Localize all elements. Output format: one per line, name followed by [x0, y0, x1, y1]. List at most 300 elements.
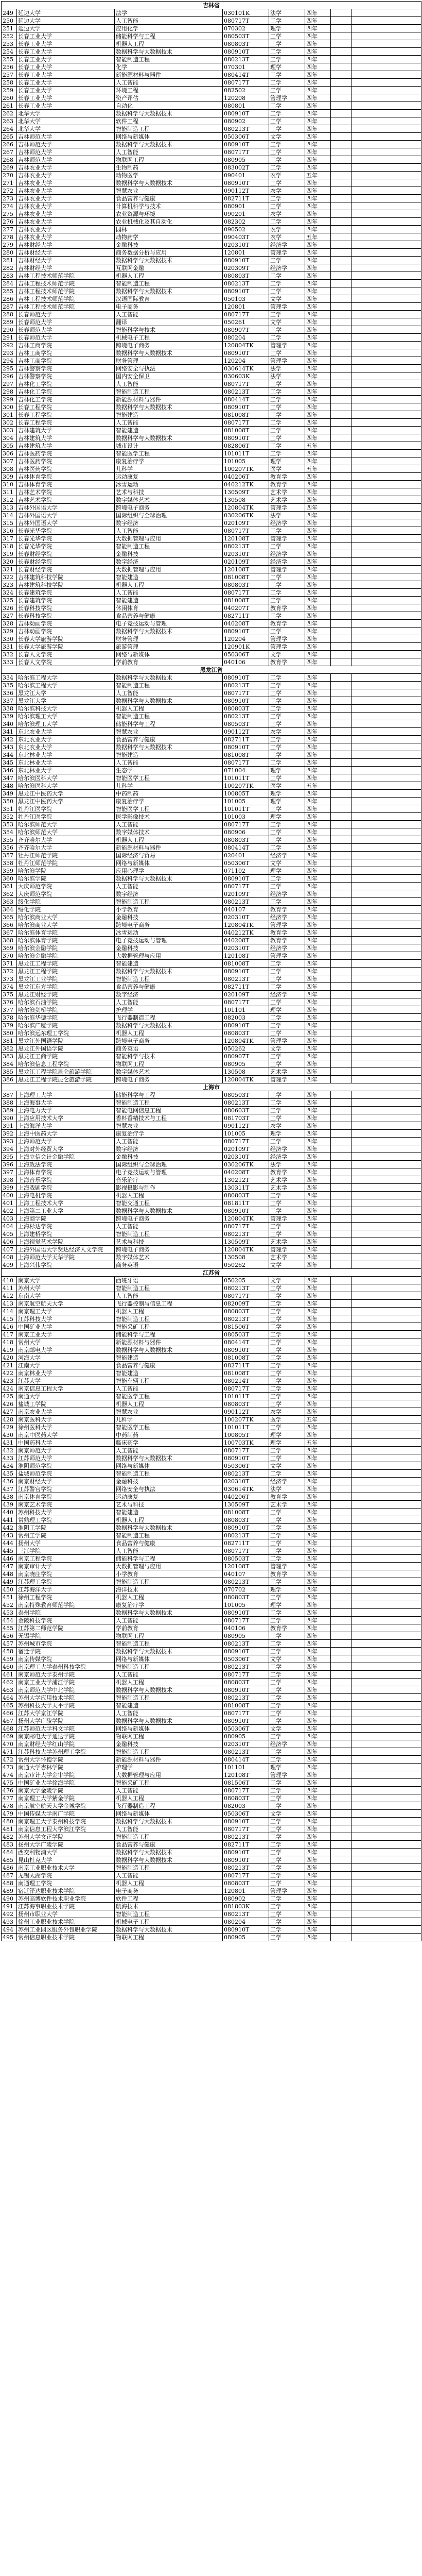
degree-cell	[331, 1825, 351, 1833]
remark-cell	[351, 156, 421, 164]
discipline-cell: 管理学	[269, 921, 305, 929]
school-name-cell: 黑龙江工程学院昆仑旅游学院	[17, 1068, 115, 1076]
row-number-cell: 386	[2, 1076, 17, 1083]
duration-cell: 五年	[305, 172, 331, 179]
remark-cell	[351, 48, 421, 56]
row-number-cell: 294	[2, 357, 17, 365]
row-number-cell: 362	[2, 890, 17, 898]
school-name-cell: 哈尔滨学院	[17, 867, 115, 875]
table-row	[2, 1292, 421, 1300]
major-code-cell: 120108T	[223, 1563, 269, 1570]
major-code-cell: 080910T	[223, 349, 269, 357]
duration-cell: 四年	[305, 774, 331, 782]
row-number-cell: 468	[2, 1725, 17, 1733]
degree-cell	[331, 1570, 351, 1578]
major-code-cell: 020109T	[223, 519, 269, 527]
major-code-cell: 080503T	[223, 32, 269, 40]
degree-cell	[331, 1709, 351, 1717]
major-code-cell: 050103	[223, 295, 269, 303]
duration-cell: 四年	[305, 697, 331, 705]
remark-cell	[351, 1934, 421, 1941]
school-name-cell: 江苏科技大学	[17, 1315, 115, 1323]
major-code-cell: 080204	[223, 334, 269, 342]
remark-cell	[351, 550, 421, 558]
degree-cell	[331, 295, 351, 303]
discipline-cell: 工学	[269, 148, 305, 156]
table-row	[2, 1176, 421, 1184]
degree-cell	[331, 1400, 351, 1408]
table-row	[2, 457, 421, 465]
discipline-cell: 工学	[269, 1338, 305, 1346]
discipline-cell: 工学	[269, 280, 305, 287]
major-code-cell: 120208	[223, 94, 269, 102]
discipline-cell: 工学	[269, 1284, 305, 1292]
major-name-cell: 大数据管理与应用	[115, 535, 223, 543]
major-name-cell: 数字经济	[115, 991, 223, 998]
remark-cell	[351, 488, 421, 496]
table-row	[2, 782, 421, 790]
major-name-cell: 飞行器制造工程	[115, 1014, 223, 1022]
major-name-cell: 网络与新媒体	[115, 1655, 223, 1663]
degree-cell	[331, 318, 351, 326]
row-number-cell: 274	[2, 202, 17, 210]
table-row	[2, 1006, 421, 1014]
duration-cell: 四年	[305, 25, 331, 32]
duration-cell: 四年	[305, 56, 331, 63]
duration-cell: 四年	[305, 218, 331, 226]
table-row	[2, 751, 421, 759]
table-row	[2, 720, 421, 728]
remark-cell	[351, 1879, 421, 1887]
duration-cell: 四年	[305, 334, 331, 342]
duration-cell: 四年	[305, 342, 331, 349]
table-row	[2, 1709, 421, 1717]
duration-cell: 四年	[305, 991, 331, 998]
discipline-cell: 工学	[269, 1029, 305, 1037]
degree-cell	[331, 597, 351, 604]
duration-cell: 四年	[305, 1053, 331, 1060]
major-name-cell: 数据科学与大数据技术	[115, 141, 223, 148]
table-row	[2, 1903, 421, 1910]
row-number-cell: 255	[2, 56, 17, 63]
duration-cell: 四年	[305, 1292, 331, 1300]
major-code-cell: 030206TK	[223, 512, 269, 519]
row-number-cell: 446	[2, 1555, 17, 1563]
duration-cell: 四年	[305, 589, 331, 597]
degree-cell	[331, 720, 351, 728]
table-row	[2, 1887, 421, 1895]
discipline-cell: 工学	[269, 56, 305, 63]
school-name-cell: 南京理工大学泰州科技学院	[17, 1663, 115, 1671]
school-name-cell: 吉林农业大学	[17, 164, 115, 172]
row-number-cell: 458	[2, 1648, 17, 1655]
degree-cell	[331, 141, 351, 148]
discipline-cell: 文学	[269, 859, 305, 867]
row-number-cell: 447	[2, 1563, 17, 1570]
major-name-cell: 储能科学与工程	[115, 720, 223, 728]
school-name-cell: 吉林师范大学	[17, 141, 115, 148]
duration-cell: 四年	[305, 311, 331, 318]
table-row	[2, 280, 421, 287]
major-code-cell: 120204	[223, 635, 269, 643]
degree-cell	[331, 736, 351, 743]
major-code-cell: 080213T	[223, 1663, 269, 1671]
row-number-cell: 448	[2, 1570, 17, 1578]
table-row	[2, 581, 421, 589]
degree-cell	[331, 1099, 351, 1107]
table-row	[2, 1655, 421, 1663]
major-code-cell: 080803T	[223, 836, 269, 844]
discipline-cell: 工学	[269, 1516, 305, 1524]
row-number-cell: 320	[2, 558, 17, 566]
major-name-cell: 数字媒体艺术	[115, 496, 223, 504]
school-name-cell: 江苏师范大学	[17, 1454, 115, 1462]
duration-cell: 四年	[305, 720, 331, 728]
duration-cell: 四年	[305, 1045, 331, 1053]
duration-cell: 四年	[305, 1362, 331, 1369]
row-number-cell: 461	[2, 1671, 17, 1679]
duration-cell: 四年	[305, 411, 331, 419]
degree-cell	[331, 1014, 351, 1022]
table-row	[2, 1771, 421, 1779]
major-code-cell: 080907T	[223, 1053, 269, 1060]
major-code-cell: 080803T	[223, 1516, 269, 1524]
duration-cell: 四年	[305, 303, 331, 311]
duration-cell: 四年	[305, 1168, 331, 1176]
school-name-cell: 黑龙江工商学院	[17, 1053, 115, 1060]
discipline-cell: 工学	[269, 1470, 305, 1478]
remark-cell	[351, 396, 421, 403]
table-row	[2, 767, 421, 774]
major-name-cell: 学前教育	[115, 1624, 223, 1632]
major-name-cell: 智能制造工程	[115, 898, 223, 906]
table-row	[2, 1910, 421, 1918]
row-number-cell: 406	[2, 1238, 17, 1246]
school-name-cell: 长春大学旅游学院	[17, 635, 115, 643]
major-name-cell: 财务管理	[115, 357, 223, 365]
major-code-cell: 120804TK	[223, 921, 269, 929]
duration-cell: 四年	[305, 1926, 331, 1934]
duration-cell: 四年	[305, 790, 331, 798]
major-name-cell: 法学	[115, 9, 223, 17]
discipline-cell: 工学	[269, 573, 305, 581]
degree-cell	[331, 257, 351, 264]
duration-cell: 四年	[305, 527, 331, 535]
remark-cell	[351, 1130, 421, 1138]
duration-cell: 四年	[305, 272, 331, 280]
major-code-cell: 101005	[223, 1601, 269, 1609]
remark-cell	[351, 380, 421, 388]
row-number-cell: 454	[2, 1617, 17, 1624]
school-name-cell: 吉林动画学院	[17, 620, 115, 628]
major-code-cell: 081008T	[223, 960, 269, 968]
school-name-cell: 延边大学	[17, 9, 115, 17]
school-name-cell: 长春工业大学	[17, 32, 115, 40]
duration-cell: 四年	[305, 1215, 331, 1223]
row-number-cell: 257	[2, 71, 17, 79]
row-number-cell: 422	[2, 1369, 17, 1377]
table-row	[2, 875, 421, 883]
school-name-cell: 黑龙江财经学院	[17, 991, 115, 998]
table-row	[2, 17, 421, 25]
degree-cell	[331, 1478, 351, 1485]
discipline-cell: 工学	[269, 1872, 305, 1879]
degree-cell	[331, 1053, 351, 1060]
major-code-cell: 080717T	[223, 79, 269, 87]
major-code-cell: 081008T	[223, 1509, 269, 1516]
row-number-cell: 469	[2, 1733, 17, 1740]
discipline-cell: 工学	[269, 1099, 305, 1107]
degree-cell	[331, 17, 351, 25]
degree-cell	[331, 1130, 351, 1138]
duration-cell: 四年	[305, 9, 331, 17]
duration-cell: 四年	[305, 427, 331, 434]
table-row	[2, 1454, 421, 1462]
major-code-cell: 130508	[223, 496, 269, 504]
discipline-cell: 管理学	[269, 635, 305, 643]
remark-cell	[351, 1199, 421, 1207]
row-number-cell: 374	[2, 983, 17, 991]
degree-cell	[331, 457, 351, 465]
degree-cell	[331, 411, 351, 419]
school-name-cell: 常州信息职业技术学院	[17, 1934, 115, 1941]
table-row	[2, 1609, 421, 1617]
table-row	[2, 975, 421, 983]
discipline-cell: 理学	[269, 1006, 305, 1014]
school-name-cell: 苏州高博软件技术职业学院	[17, 1895, 115, 1903]
major-name-cell: 跨境电子商务	[115, 1076, 223, 1083]
school-name-cell: 中国矿业大学徐海学院	[17, 1779, 115, 1787]
row-number-cell: 391	[2, 1122, 17, 1130]
discipline-cell: 管理学	[269, 504, 305, 512]
major-code-cell: 080910T	[223, 257, 269, 264]
table-row	[2, 1856, 421, 1864]
school-name-cell: 哈尔滨信息工程学院	[17, 1060, 115, 1068]
school-name-cell: 常熟理工学院	[17, 1516, 115, 1524]
remark-cell	[351, 187, 421, 195]
duration-cell: 四年	[305, 249, 331, 257]
school-name-cell: 中国矿业大学	[17, 1323, 115, 1331]
duration-cell: 四年	[305, 79, 331, 87]
row-number-cell: 420	[2, 1354, 17, 1362]
remark-cell	[351, 689, 421, 697]
table-row	[2, 1617, 421, 1624]
remark-cell	[351, 365, 421, 372]
major-code-cell: 080717T	[223, 1547, 269, 1555]
table-row	[2, 1161, 421, 1168]
school-name-cell: 淮阴工学院	[17, 1524, 115, 1532]
row-number-cell: 443	[2, 1532, 17, 1539]
degree-cell	[331, 63, 351, 71]
table-row	[2, 272, 421, 280]
school-name-cell: 东北农业大学	[17, 743, 115, 751]
remark-cell	[351, 1918, 421, 1926]
degree-cell	[331, 133, 351, 141]
duration-cell: 四年	[305, 798, 331, 805]
row-number-cell: 270	[2, 172, 17, 179]
school-name-cell: 南京理工大学	[17, 1308, 115, 1315]
major-code-cell: 080910T	[223, 141, 269, 148]
table-row	[2, 287, 421, 295]
table-row	[2, 1586, 421, 1594]
duration-cell: 四年	[305, 257, 331, 264]
major-name-cell: 商务英语	[115, 1045, 223, 1053]
remark-cell	[351, 883, 421, 890]
remark-cell	[351, 1825, 421, 1833]
degree-cell	[331, 1679, 351, 1686]
table-row	[2, 1563, 421, 1570]
remark-cell	[351, 1315, 421, 1323]
discipline-cell: 工学	[269, 1362, 305, 1369]
degree-cell	[331, 419, 351, 427]
row-number-cell: 370	[2, 952, 17, 960]
table-row	[2, 25, 421, 32]
row-number-cell: 451	[2, 1594, 17, 1601]
row-number-cell: 488	[2, 1879, 17, 1887]
duration-cell: 五年	[305, 442, 331, 450]
duration-cell: 四年	[305, 1246, 331, 1253]
duration-cell: 四年	[305, 875, 331, 883]
school-name-cell: 上海视觉艺术学院	[17, 1238, 115, 1246]
degree-cell	[331, 1447, 351, 1454]
school-name-cell: 吉林外国语大学	[17, 512, 115, 519]
remark-cell	[351, 1733, 421, 1740]
degree-cell	[331, 1493, 351, 1501]
table-row	[2, 465, 421, 473]
row-number-cell: 403	[2, 1215, 17, 1223]
degree-cell	[331, 713, 351, 720]
degree-cell	[331, 1369, 351, 1377]
row-number-cell: 390	[2, 1114, 17, 1122]
row-number-cell: 377	[2, 1006, 17, 1014]
table-row	[2, 326, 421, 334]
duration-cell: 四年	[305, 512, 331, 519]
discipline-cell: 工学	[269, 1617, 305, 1624]
table-row	[2, 573, 421, 581]
major-name-cell: 智能制造工程	[115, 1748, 223, 1756]
table-row	[2, 658, 421, 666]
major-name-cell: 数字经济	[115, 1145, 223, 1153]
major-name-cell: 人工智能	[115, 589, 223, 597]
major-name-cell: 人工智能	[115, 1709, 223, 1717]
row-number-cell: 367	[2, 929, 17, 937]
row-number-cell: 277	[2, 226, 17, 233]
remark-cell	[351, 1624, 421, 1632]
remark-cell	[351, 1756, 421, 1764]
major-name-cell: 跨境电子商务	[115, 921, 223, 929]
table-row	[2, 1802, 421, 1810]
duration-cell: 四年	[305, 535, 331, 543]
discipline-cell: 文学	[269, 1261, 305, 1269]
remark-cell	[351, 403, 421, 411]
school-name-cell: 常州大学	[17, 1338, 115, 1346]
degree-cell	[331, 628, 351, 635]
row-number-cell: 347	[2, 774, 17, 782]
major-code-cell: 080717T	[223, 883, 269, 890]
degree-cell	[331, 581, 351, 589]
duration-cell: 四年	[305, 859, 331, 867]
remark-cell	[351, 1485, 421, 1493]
major-code-cell: 101005	[223, 1130, 269, 1138]
major-code-cell: 090403T	[223, 233, 269, 241]
row-number-cell: 268	[2, 156, 17, 164]
row-number-cell: 329	[2, 628, 17, 635]
remark-cell	[351, 241, 421, 249]
table-row	[2, 682, 421, 689]
remark-cell	[351, 1555, 421, 1563]
table-row	[2, 148, 421, 156]
remark-cell	[351, 457, 421, 465]
row-number-cell: 261	[2, 102, 17, 110]
table-row	[2, 689, 421, 697]
remark-cell	[351, 844, 421, 852]
major-name-cell: 智能制造工程	[115, 56, 223, 63]
table-row	[2, 1841, 421, 1849]
duration-cell: 四年	[305, 1385, 331, 1393]
discipline-cell: 工学	[269, 156, 305, 164]
remark-cell	[351, 1516, 421, 1524]
discipline-cell: 管理学	[269, 1215, 305, 1223]
remark-cell	[351, 1099, 421, 1107]
table-row	[2, 1694, 421, 1702]
duration-cell: 四年	[305, 1918, 331, 1926]
school-name-cell: 上海师范大学天华学院	[17, 1253, 115, 1261]
duration-cell: 四年	[305, 1856, 331, 1864]
table-row	[2, 1462, 421, 1470]
major-code-cell: 080910T	[223, 1818, 269, 1825]
duration-cell: 四年	[305, 1014, 331, 1022]
school-name-cell: 江苏警官学院	[17, 1485, 115, 1493]
remark-cell	[351, 295, 421, 303]
degree-cell	[331, 998, 351, 1006]
school-name-cell: 吉林医药学院	[17, 465, 115, 473]
discipline-cell: 艺术学	[269, 1501, 305, 1509]
table-row	[2, 1594, 421, 1601]
school-name-cell: 长春工业大学	[17, 40, 115, 48]
remark-cell	[351, 249, 421, 257]
major-name-cell: 互联网金融	[115, 264, 223, 272]
major-name-cell: 智能制造工程	[115, 1532, 223, 1539]
remark-cell	[351, 110, 421, 117]
degree-cell	[331, 697, 351, 705]
major-code-cell: 020309T	[223, 264, 269, 272]
table-row	[2, 179, 421, 187]
major-code-cell: 040208T	[223, 937, 269, 944]
remark-cell	[351, 913, 421, 921]
school-name-cell: 南京航空航天大学	[17, 1300, 115, 1308]
major-code-cell: 080213T	[223, 1230, 269, 1238]
discipline-cell: 管理学	[269, 342, 305, 349]
major-name-cell: 智能建造	[115, 1369, 223, 1377]
remark-cell	[351, 1045, 421, 1053]
major-name-cell: 智慧农业	[115, 1122, 223, 1130]
major-name-cell: 化学	[115, 63, 223, 71]
school-name-cell: 齐齐哈尔大学	[17, 844, 115, 852]
discipline-cell: 工学	[269, 1895, 305, 1903]
school-name-cell: 长春工程学院	[17, 411, 115, 419]
duration-cell: 四年	[305, 1354, 331, 1362]
discipline-cell: 经济学	[269, 558, 305, 566]
table-body	[2, 2, 421, 1941]
row-number-cell: 402	[2, 1207, 17, 1215]
row-number-cell: 260	[2, 94, 17, 102]
school-name-cell: 吉林财经大学	[17, 257, 115, 264]
row-number-cell: 463	[2, 1686, 17, 1694]
major-code-cell: 081803K	[223, 1903, 269, 1910]
row-number-cell: 382	[2, 1045, 17, 1053]
degree-cell	[331, 1238, 351, 1246]
duration-cell: 四年	[305, 998, 331, 1006]
